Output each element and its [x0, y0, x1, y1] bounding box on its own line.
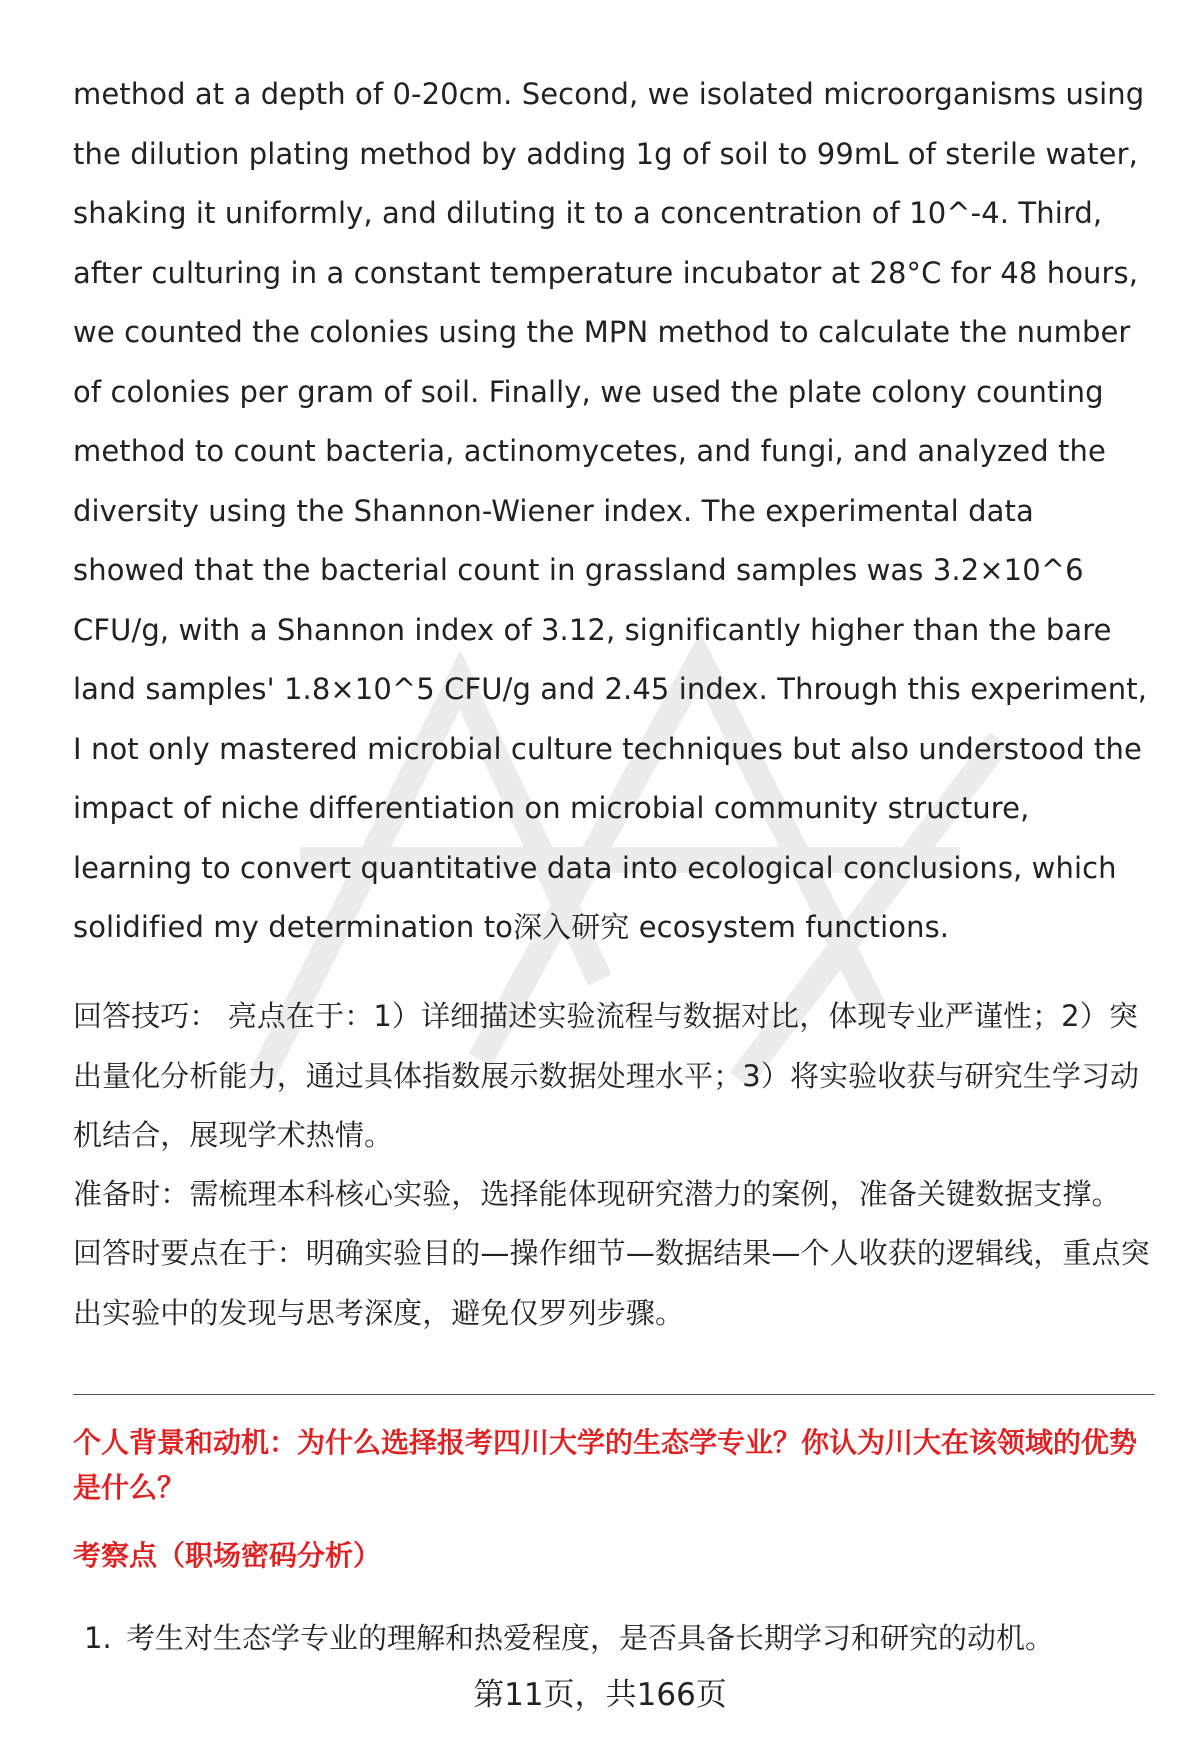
assessment-list [84, 1616, 1054, 1660]
page-number: 第11页，共166页 [473, 1677, 727, 1713]
list-item-text: 考生对生态学专业的理解和热爱程度，是否具备长期学习和研究的动机。 [126, 1621, 1055, 1655]
assessment-points-heading: 考察点（职场密码分析） [73, 1539, 382, 1572]
english-paragraph: method at a depth of 0-20cm. Second, we isolated microorganisms using the dilution plating method by adding 1g of soil to 99mL of sterile water, shaking it uniformly, and diluting it to a concentration of 10^-4. Third, after culturing in a constant temperature incubator at 28°C for 48 hours, we counted the colonies using the MPN method to calculate the number of colonies per gram of soil. Finally, we used the plate colony counting method to count bacteria, actinomycetes, and fungi, and analyzed the diversity using the Shannon-Wiener index. The experimental data showed that the bacterial count in grassland samples was 3.2×10^6 CFU/g, with a Shannon index of 3.12, significantly higher than the bare land samples' 1.8×10^5 CFU/g and 2.45 index. Through this experiment, I not only mastered microbial culture techniques but also understood the impact of niche differentiation on microbial community structure, learning to convert quantitative data into ecological conclusions, which solidified my determination to深入研究 ecosystem functions. [73, 77, 1148, 944]
answer-tips-paragraph: 回答技巧： 亮点在于：1）详细描述实验流程与数据对比，体现专业严谨性；2）突出量化分析能力，通过具体指数展示数据处理水平；3）将实验收获与研究生学习动机结合，展现学术热情。 [73, 999, 1140, 1152]
list-item-number: 1. [84, 1621, 112, 1655]
preparation-line: 准备时：需梳理本科核心实验，选择能体现研究潜力的案例，准备关键数据支撑。 [73, 1177, 1121, 1211]
section-divider [73, 1394, 1155, 1395]
question-heading: 个人背景和动机：为什么选择报考四川大学的生态学专业？你认为川大在该领域的优势是什么？ [73, 1426, 1138, 1504]
key-points-paragraph: 回答时要点在于：明确实验目的—操作细节—数据结果—个人收获的逻辑线，重点突出实验中的发现与思考深度，避免仅罗列步骤。 [73, 1236, 1150, 1330]
list-item [84, 1616, 1054, 1660]
